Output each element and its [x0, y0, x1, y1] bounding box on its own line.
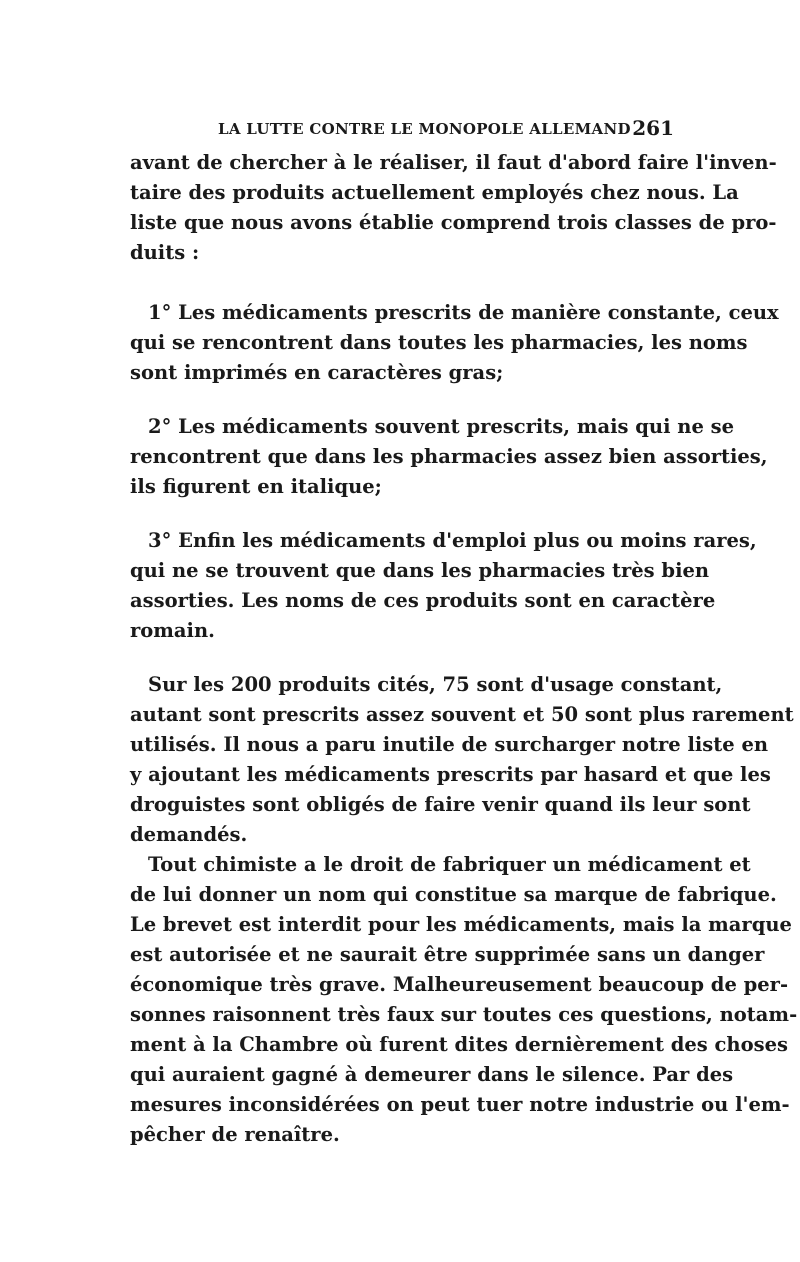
paragraph-gap [130, 388, 674, 412]
paragraph-trademark [130, 850, 798, 1150]
body-text [130, 148, 798, 1150]
page-number: 261 [632, 116, 674, 140]
text-line: liste que nous avons établie comprend trois classes de pro- [130, 211, 777, 234]
paragraph-list-item-2 [130, 412, 768, 502]
text-line: Tout chimiste a le droit de fabriquer un médicament et [148, 853, 751, 876]
text-line: qui se rencontrent dans toutes les pharmacies, les noms [130, 331, 748, 354]
text-line: droguistes sont obligés de faire venir quand ils leur sont [130, 793, 751, 816]
paragraph-gap [130, 502, 674, 526]
text-line: y ajoutant les médicaments prescrits par hasard et que les [130, 763, 771, 786]
text-line: sont imprimés en caractères gras; [130, 361, 504, 384]
text-line: pêcher de renaître. [130, 1123, 340, 1146]
text-line: autant sont prescrits assez souvent et 50 sont plus rarement [130, 703, 794, 726]
text-line: Le brevet est interdit pour les médicaments, mais la marque [130, 913, 792, 936]
paragraph-statistics [130, 670, 794, 850]
text-line: rencontrent que dans les pharmacies assez bien assorties, [130, 445, 768, 468]
text-line: est autorisée et ne saurait être supprimée sans un danger [130, 943, 765, 966]
text-line: qui ne se trouvent que dans les pharmacies très bien [130, 559, 710, 582]
text-line: économique très grave. Malheureusement beaucoup de per- [130, 973, 789, 996]
text-line: 1° Les médicaments prescrits de manière constante, ceux [148, 301, 779, 324]
text-line: avant de chercher à le réaliser, il faut d'abord faire l'inven- [130, 151, 777, 174]
text-line: 2° Les médicaments souvent prescrits, mais qui ne se [148, 415, 735, 438]
text-line: Sur les 200 produits cités, 75 sont d'usage constant, [148, 673, 723, 696]
text-line: de lui donner un nom qui constitue sa marque de fabrique. [130, 883, 777, 906]
text-line: 3° Enfin les médicaments d'emploi plus ou moins rares, [148, 529, 757, 552]
paragraph-list-item-1 [130, 298, 779, 388]
paragraph-gap [130, 646, 674, 670]
paragraph-intro [130, 148, 777, 268]
running-title: LA LUTTE CONTRE LE MONOPOLE ALLEMAND [218, 120, 631, 138]
running-head [218, 116, 674, 142]
paragraph-list-item-3 [130, 526, 757, 646]
text-line: demandés. [130, 823, 248, 846]
text-line: romain. [130, 619, 215, 642]
text-line: qui auraient gagné à demeurer dans le silence. Par des [130, 1063, 734, 1086]
text-line: taire des produits actuellement employés chez nous. La [130, 181, 739, 204]
text-line: mesures inconsidérées on peut tuer notre industrie ou l'em- [130, 1093, 790, 1116]
text-line: duits : [130, 241, 200, 264]
text-line: sonnes raisonnent très faux sur toutes ces questions, notam- [130, 1003, 798, 1026]
paragraph-gap [130, 268, 674, 298]
text-line: ment à la Chambre où furent dites dernièrement des choses [130, 1033, 788, 1056]
text-line: utilisés. Il nous a paru inutile de surcharger notre liste en [130, 733, 769, 756]
text-line: assorties. Les noms de ces produits sont en caractère [130, 589, 716, 612]
text-line: ils figurent en italique; [130, 475, 382, 498]
